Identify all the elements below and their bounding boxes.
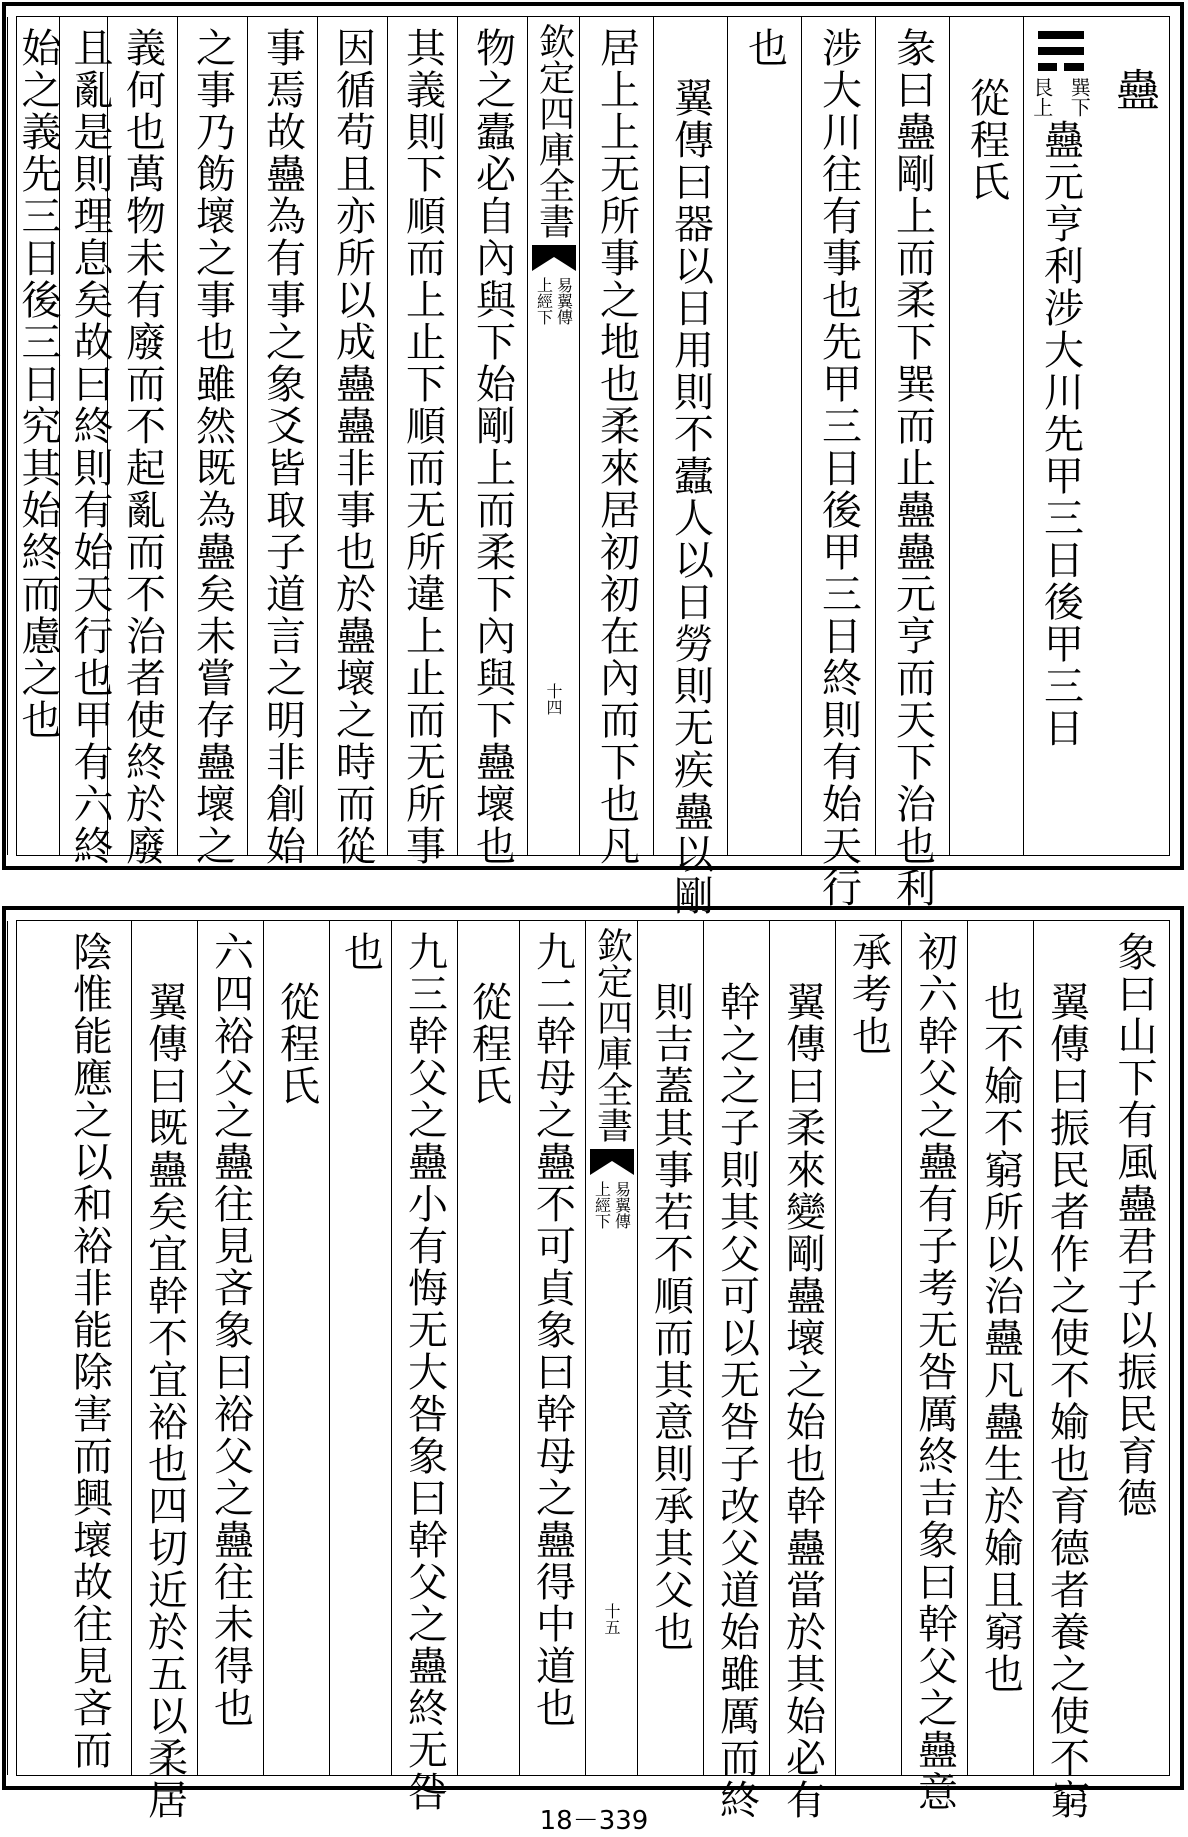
text-column: 象曰山下有風蠱君子以振民育德 xyxy=(1111,931,1157,1519)
text-column: 承考也 xyxy=(835,921,901,1775)
text-column: 事焉故蠱為有事之象爻皆取子道言之明非創始 xyxy=(247,17,317,855)
book-title: 易翼傳 xyxy=(612,1181,632,1229)
center-margin xyxy=(527,17,579,855)
gua-text: 蠱元亨利涉大川先甲三日後甲三日 xyxy=(1037,119,1084,749)
fish-tail-mark-icon xyxy=(590,1149,634,1175)
text-column: 翼傳曰振民者作之使不媮也育德者養之使不窮 xyxy=(1033,921,1099,1775)
book-info xyxy=(535,277,573,325)
text-column: 也 xyxy=(329,921,391,1775)
footer-page-number: 18－339 xyxy=(539,1806,649,1836)
page-title: 蠱 xyxy=(1108,67,1159,113)
text-column: 之事乃飭壞之事也雖然既為蠱矣未嘗存蠱壞之 xyxy=(177,17,247,855)
text-column: 翼傳曰柔來變剛蠱壞之始也幹蠱當於其始必有 xyxy=(769,921,835,1775)
volume-title: 上經下 xyxy=(592,1181,612,1229)
top-page xyxy=(2,2,1184,917)
top-page-frame xyxy=(15,16,1170,917)
library-title: 欽定四庫全書 xyxy=(533,23,575,239)
library-title: 欽定四庫全書 xyxy=(591,927,633,1143)
volume-title: 上經下 xyxy=(534,277,554,325)
text-column: 從程氏 xyxy=(457,921,519,1775)
text-column: 從程氏 xyxy=(949,17,1023,855)
page-number: 十五 xyxy=(602,1603,621,1635)
center-margin xyxy=(585,921,637,1775)
page-number: 十四 xyxy=(544,683,563,715)
trigram-lower: 巽下 xyxy=(1067,77,1092,117)
text-column: 其義則下順而上止下順而无所違上止而无所事 xyxy=(387,17,457,855)
text-column: 則吉蓋其事若不順而其意則承其父也 xyxy=(637,921,703,1775)
text-column: 也不媮不窮所以治蠱凡蠱生於媮且窮也 xyxy=(967,921,1033,1775)
text-column: 彖曰蠱剛上而柔下巽而止蠱蠱元亨而天下治也利 xyxy=(875,17,949,855)
text-column: 九三幹父之蠱小有悔无大咎象曰幹父之蠱終无咎 xyxy=(391,921,457,1775)
gua-text-column xyxy=(1023,17,1097,855)
text-column: 且亂是則理息矣故曰終則有始天行也甲有六終 xyxy=(59,17,107,855)
text-column: 從程氏 xyxy=(263,921,329,1775)
text-column: 始之義先三日後三日究其始終而慮之也 xyxy=(7,17,59,855)
text-column: 翼傳曰既蠱矣宜幹不宜裕也四切近於五以柔居 xyxy=(131,921,197,1775)
text-column: 陰惟能應之以和裕非能除害而興壞故往見吝而 xyxy=(7,921,131,1775)
text-column: 九二幹母之蠱不可貞象曰幹母之蠱得中道也 xyxy=(519,921,585,1775)
gu-hexagram-icon xyxy=(1038,31,1084,71)
page-title-column xyxy=(1097,17,1169,855)
trigram-upper: 艮上 xyxy=(1029,77,1054,117)
text-column: 翼傳曰器以日用則不蠹人以日勞則无疾蠱以剛 xyxy=(653,17,727,855)
text-column: 涉大川往有事也先甲三日後甲三日終則有始天行 xyxy=(801,17,875,855)
text-column: 六四裕父之蠱往見吝象曰裕父之蠱往未得也 xyxy=(197,921,263,1775)
text-column: 因循苟且亦所以成蠱蠱非事也於蠱壞之時而從 xyxy=(317,17,387,855)
text-column: 也 xyxy=(727,17,801,855)
book-title: 易翼傳 xyxy=(554,277,574,325)
text-column: 義何也萬物未有廢而不起亂而不治者使終於廢 xyxy=(107,17,177,855)
text-column: 幹之之子則其父可以无咎子改父道始雖厲而終 xyxy=(703,921,769,1775)
book-info xyxy=(593,1181,631,1229)
text-column: 居上上无所事之地也柔來居初初在內而下也凡 xyxy=(579,17,653,855)
text-column: 初六幹父之蠱有子考无咎厲終吉象曰幹父之蠱意 xyxy=(901,921,967,1775)
fish-tail-mark-icon xyxy=(532,245,576,271)
text-column: 物之蠹必自內與下始剛上而柔下內與下蠱壞也 xyxy=(457,17,527,855)
